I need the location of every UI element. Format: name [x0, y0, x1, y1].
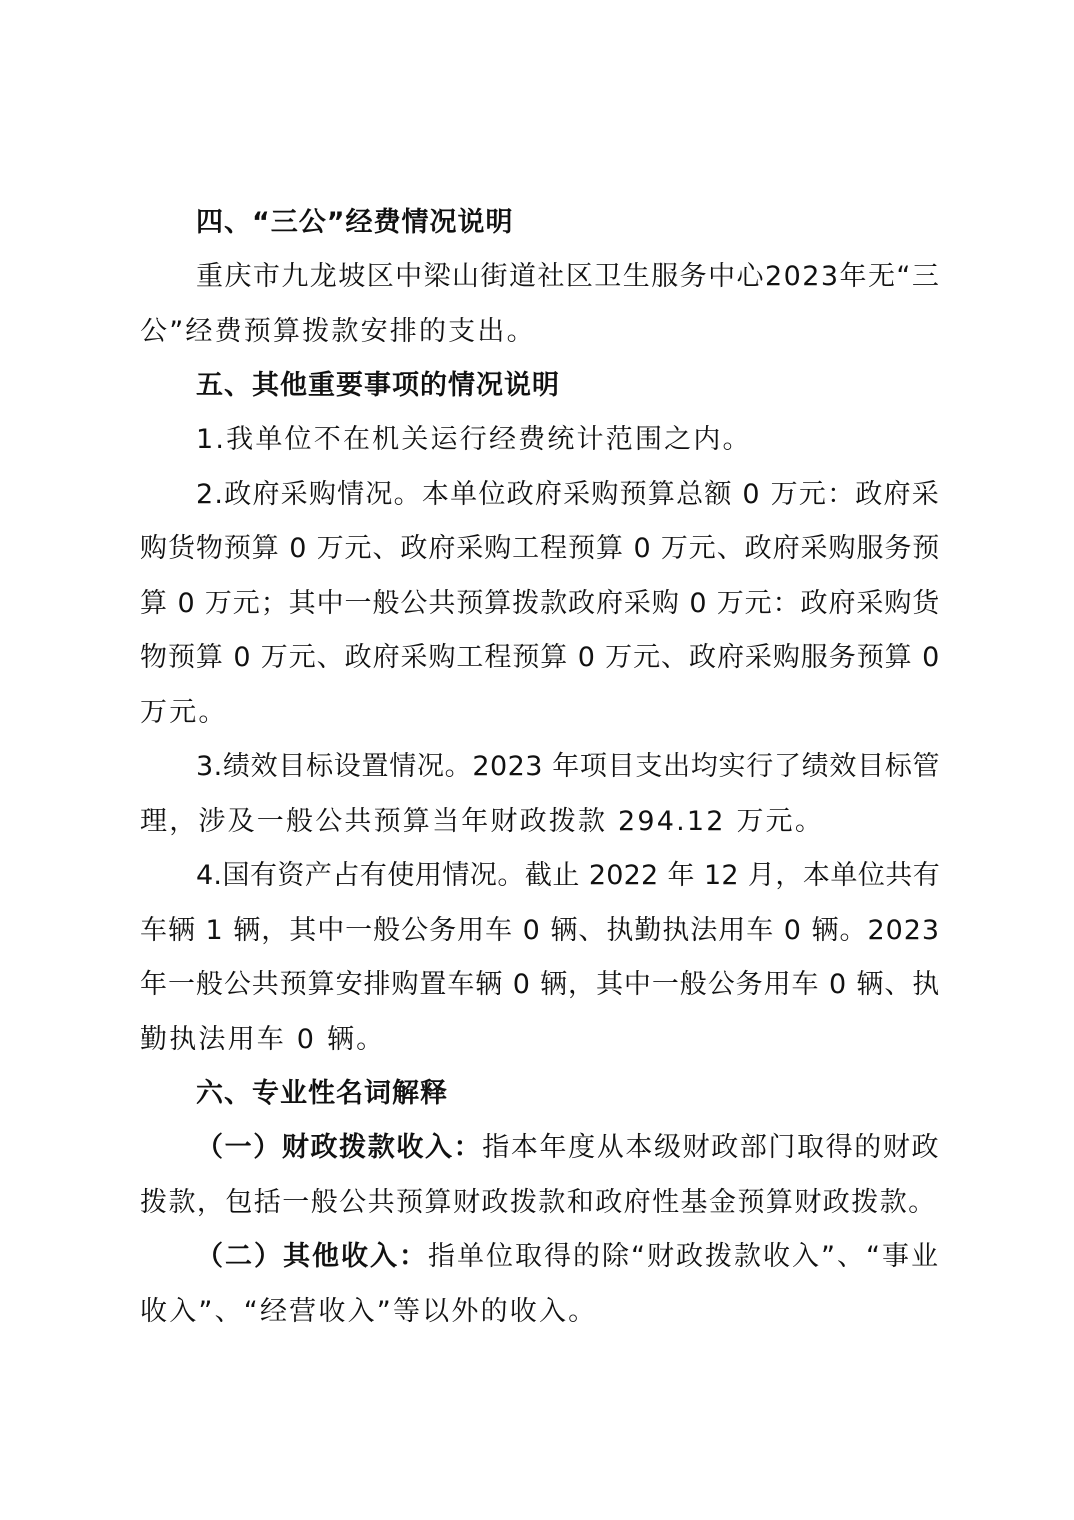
text-line: 公”经费预算拨款安排的支出。	[140, 315, 536, 347]
section-6-heading: 六、专业性名词解释	[196, 1078, 448, 1109]
definition-text: 指本年度从本级财政部门取得的财政	[482, 1132, 940, 1163]
definition-text: 指单位取得的除“财政拨款收入”、“事业	[428, 1241, 940, 1272]
definition-2	[140, 1230, 940, 1339]
text-line: 车辆 1 辆，其中一般公务用车 0 辆、执勤执法用车 0 辆。2023	[140, 914, 940, 946]
section-4-paragraph	[140, 250, 940, 359]
section-5-item-2	[140, 468, 940, 741]
text-line: 2.政府采购情况。本单位政府采购预算总额 0 万元：政府采	[196, 478, 940, 510]
text-line: 算 0 万元；其中一般公共预算拨款政府采购 0 万元：政府采购货	[140, 587, 940, 619]
text-line: 万元。	[140, 696, 228, 728]
text-line: 3.绩效目标设置情况。2023 年项目支出均实行了绩效目标管	[196, 751, 940, 782]
text-line: 物预算 0 万元、政府采购工程预算 0 万元、政府采购服务预算 0	[140, 642, 940, 673]
definition-term: （二）其他收入：	[196, 1241, 429, 1272]
section-4-heading: 四、“三公”经费情况说明	[196, 207, 514, 238]
text-line	[140, 1121, 940, 1176]
section-5-item-3	[140, 740, 940, 849]
text-line	[140, 1230, 940, 1285]
text-line: 收入”、“经营收入”等以外的收入。	[140, 1295, 598, 1327]
section-5-item-1	[140, 413, 940, 468]
text-line: 年一般公共预算安排购置车辆 0 辆，其中一般公务用车 0 辆、执	[140, 969, 940, 1000]
text-line: 4.国有资产占有使用情况。截止 2022 年 12 月，本单位共有	[196, 860, 940, 891]
document-page	[140, 196, 940, 1339]
section-5-item-4	[140, 849, 940, 1067]
text-line: 理，涉及一般公共预算当年财政拨款 294.12 万元。	[140, 805, 825, 837]
text-line: 勤执法用车 0 辆。	[140, 1023, 386, 1055]
definition-1	[140, 1121, 940, 1230]
text-line: 1.我单位不在机关运行经费统计范围之内。	[196, 424, 752, 455]
section-5-heading: 五、其他重要事项的情况说明	[196, 370, 560, 401]
text-line: 拨款，包括一般公共预算财政拨款和政府性基金预算财政拨款。	[140, 1186, 937, 1218]
text-line: 重庆市九龙坡区中梁山街道社区卫生服务中心2023年无“三	[196, 261, 941, 292]
definition-term: （一）财政拨款收入：	[196, 1132, 483, 1163]
text-line: 购货物预算 0 万元、政府采购工程预算 0 万元、政府采购服务预	[140, 533, 940, 564]
